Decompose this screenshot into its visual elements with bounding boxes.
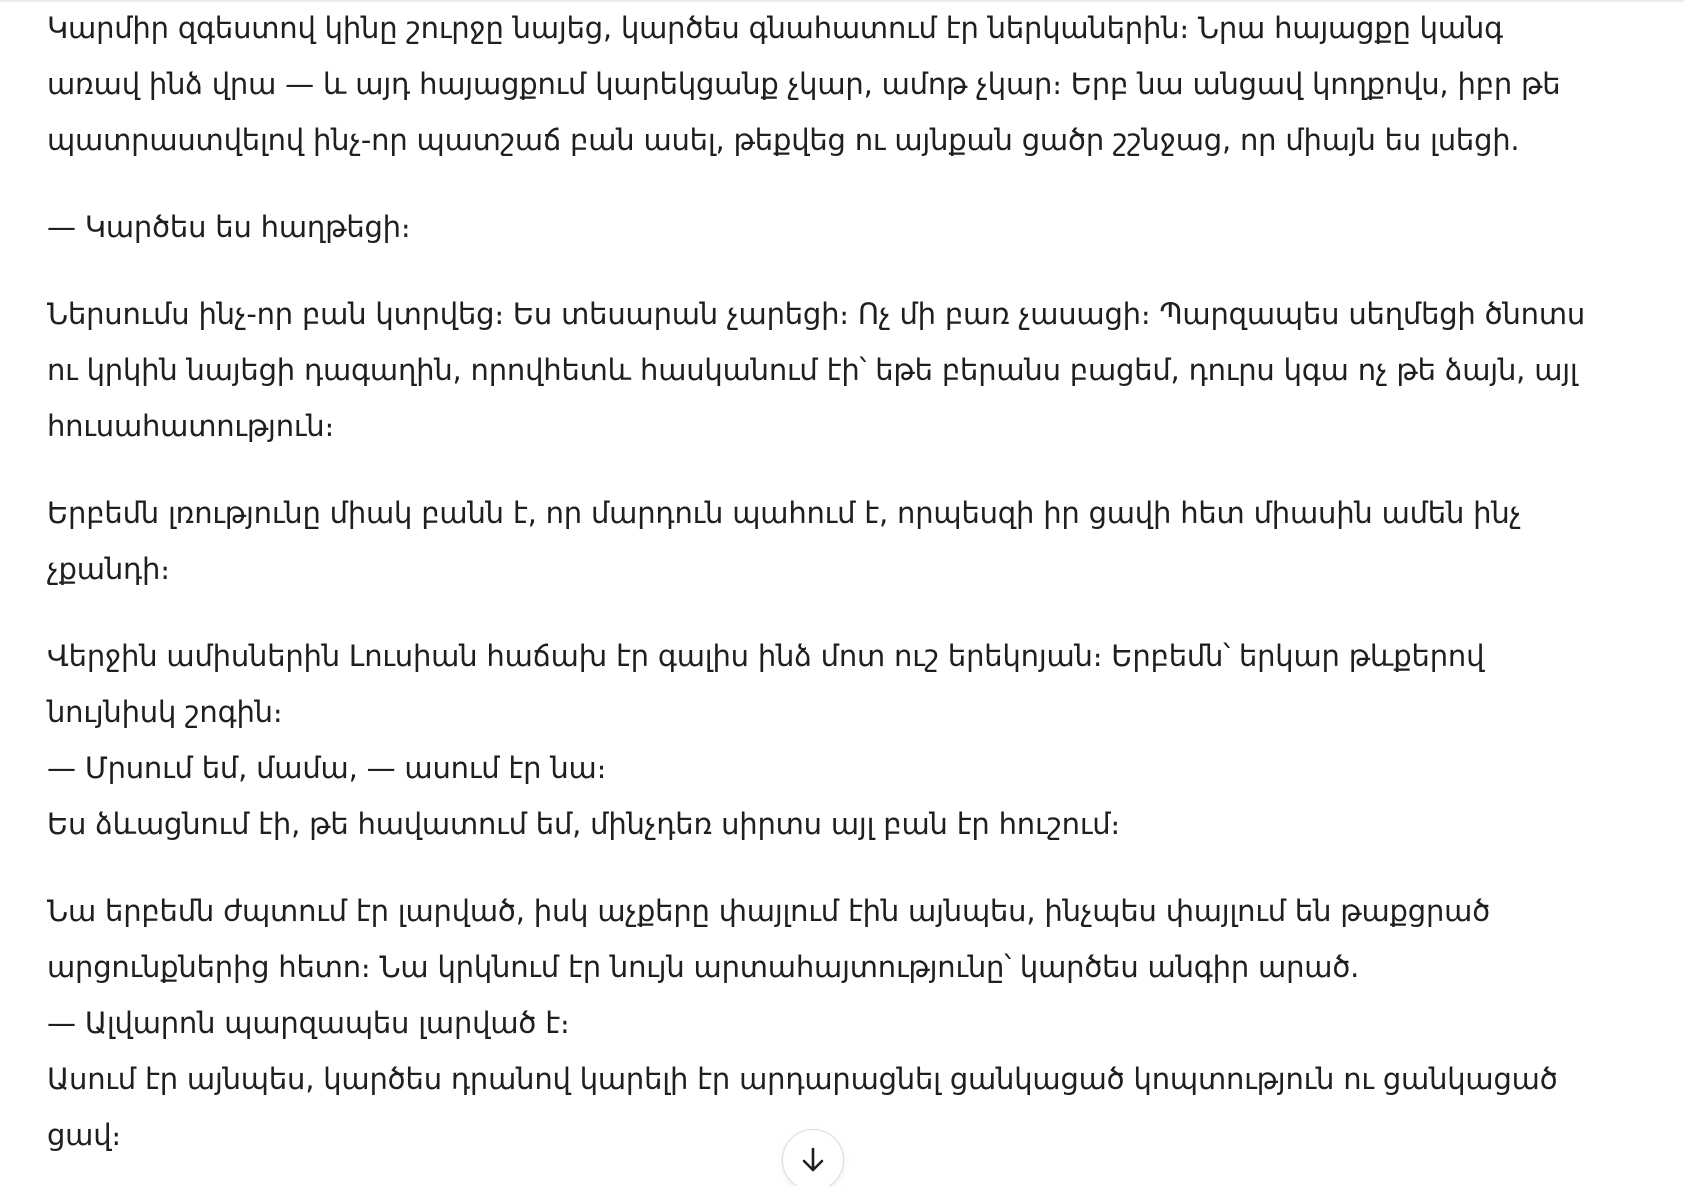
- text-line: հուսահատություն։: [47, 409, 335, 443]
- paragraph: [47, 628, 1647, 852]
- text-line: արցունքներից հետո։ Նա կրկնում էր նույն արտահայտությունը՝ կարծես անգիր արած.: [47, 950, 1360, 984]
- text-line: — Մրսում եմ, մամա, — ասում էր նա։: [47, 751, 607, 785]
- paragraph: [47, 883, 1647, 1163]
- paragraph: [47, 199, 1647, 255]
- paragraph: [47, 286, 1647, 454]
- text-line: ցավ։: [47, 1118, 121, 1152]
- paragraph: [47, 0, 1647, 168]
- text-line: Կարմիր զգեստով կինը շուրջը նայեց, կարծես գնահատում էր ներկաներին։ Նրա հայացքը կանգ: [47, 11, 1503, 45]
- text-line: Երբեմն լռությունը միակ բանն է, որ մարդուն պահում է, որպեսզի իր ցավի հետ միասին ամեն ինչ: [47, 496, 1522, 530]
- text-line: — Ալվարոն պարզապես լարված է։: [47, 1006, 570, 1040]
- text-line: Ես ձևացնում էի, թե հավատում եմ, մինչդեռ սիրտս այլ բան էր հուշում։: [47, 807, 1120, 841]
- text-line: նույնիսկ շոգին։: [47, 695, 283, 729]
- text-line: — Կարծես ես հաղթեցի։: [47, 210, 411, 244]
- text-line: ու կրկին նայեցի դագաղին, որովհետև հասկանում էի՝ եթե բերանս բացեմ, դուրս կգա ոչ թե ձայն, այլ: [47, 353, 1578, 387]
- text-line: պատրաստվելով ինչ-որ պատշաճ բան ասել, թեքվեց ու այնքան ցածր շշնջաց, որ միայն ես լսեցի.: [47, 123, 1520, 157]
- text-line: առավ ինձ վրա — և այդ հայացքում կարեկցանք չկար, ամոթ չկար։ Երբ նա անցավ կողքովս, իբր թե: [47, 67, 1561, 101]
- text-line: Նա երբեմն ժպտում էր լարված, իսկ աչքերը փայլում էին այնպես, ինչպես փայլում են թաքցրած: [47, 894, 1491, 928]
- text-line: Վերջին ամիսներին Լուսիան հաճախ էր գալիս ինձ մոտ ուշ երեկոյան։ Երբեմն՝ երկար թևքերով: [47, 639, 1485, 673]
- arrow-down-icon: [798, 1145, 828, 1175]
- paragraph: [47, 485, 1647, 597]
- message-content: [47, 0, 1647, 1186]
- text-line: Ասում էր այնպես, կարծես դրանով կարելի էր արդարացնել ցանկացած կոպտություն ու ցանկացած: [47, 1062, 1558, 1096]
- scroll-to-bottom-button[interactable]: [782, 1129, 844, 1186]
- text-line: Ներսումս ինչ-որ բան կտրվեց։ Ես տեսարան չարեցի։ Ոչ մի բառ չասացի։ Պարզապես սեղմեցի ծնոտս: [47, 297, 1586, 331]
- text-line: չքանդի։: [47, 552, 170, 586]
